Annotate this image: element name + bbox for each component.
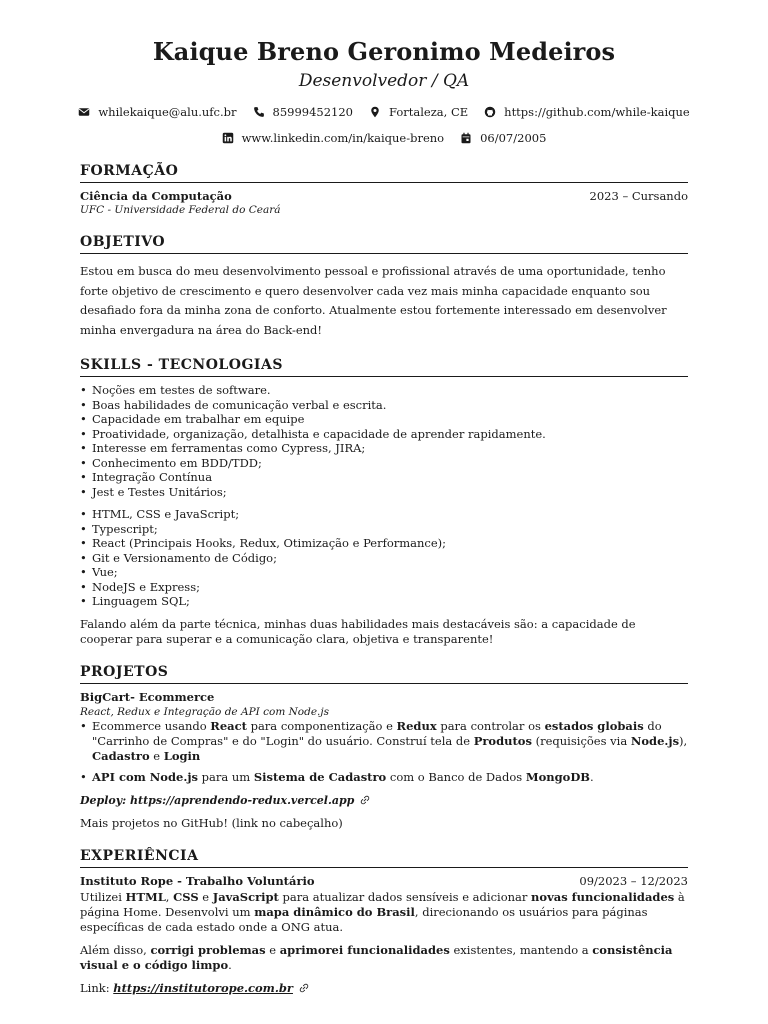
phone-text: 85999452120 bbox=[272, 105, 353, 119]
list-item: • Jest e Testes Unitários; bbox=[80, 485, 688, 500]
tech-skills-list bbox=[80, 507, 688, 609]
list-item: • Git e Versionamento de Código; bbox=[80, 551, 688, 566]
section-title-skills: SKILLS - TECNOLOGIAS bbox=[80, 356, 688, 377]
birthdate-text: 06/07/2005 bbox=[480, 131, 547, 145]
education-row bbox=[80, 189, 688, 203]
candidate-role: Desenvolvedor / QA bbox=[298, 71, 470, 91]
list-item: • Integração Contínua bbox=[80, 470, 688, 485]
contact-row-2 bbox=[80, 130, 688, 146]
experience-org: Instituto Rope - Trabalho Voluntário bbox=[80, 873, 315, 888]
list-item: • HTML, CSS e JavaScript; bbox=[80, 507, 688, 522]
section-title-experiencia: EXPERIÊNCIA bbox=[80, 847, 688, 868]
experience-link-line bbox=[80, 981, 688, 996]
section-title-projetos: PROJETOS bbox=[80, 663, 688, 684]
link-icon bbox=[299, 983, 309, 993]
section-title-formacao: FORMAÇÃO bbox=[80, 162, 688, 183]
linkedin-icon bbox=[222, 132, 234, 144]
list-item: • Linguagem SQL; bbox=[80, 594, 688, 609]
list-item: • NodeJS e Express; bbox=[80, 580, 688, 595]
phone-icon bbox=[253, 106, 265, 118]
list-item: • Conhecimento em BDD/TDD; bbox=[80, 456, 688, 471]
project-deploy-link[interactable] bbox=[80, 793, 688, 808]
experience-paragraph-1: Utilizei HTML, CSS e JavaScript para atualizar dados sensíveis e adicionar novas funcionalidades à página Home. Desenvolvi um mapa dinâmico do Brasil, direcionando os usuários para páginas específicas de cada estado onde a ONG atua. bbox=[80, 889, 685, 934]
calendar-icon bbox=[460, 132, 472, 144]
candidate-name: Kaique Breno Geronimo Medeiros bbox=[152, 37, 616, 66]
link-icon bbox=[360, 795, 370, 805]
objective-text: Estou em busca do meu desenvolvimento pessoal e profissional através de uma oportunidade, tenho forte objetivo de crescimento e quero desenvolver cada vez mais minha capacidade enquanto sou desafiado fora da minha zona de conforto. Atualmente estou fortemente interessado em desenvolver minha envergadura na área do Back-end! bbox=[80, 264, 667, 337]
list-item: • Capacidade em trabalhar em equipe bbox=[80, 412, 688, 427]
list-item: • Typescript; bbox=[80, 522, 688, 537]
contact-location bbox=[369, 104, 468, 120]
contact-birthdate bbox=[460, 130, 546, 146]
deploy-text: Deploy: https://aprendendo-redux.vercel.app bbox=[80, 793, 355, 807]
soft-skills-list bbox=[80, 383, 688, 499]
experience-row bbox=[80, 874, 688, 888]
more-projects-text: Mais projetos no GitHub! (link no cabeçalho) bbox=[80, 815, 343, 830]
linkedin-text: www.linkedin.com/in/kaique-breno bbox=[241, 131, 445, 145]
list-item: • API com Node.js para um Sistema de Cadastro com o Banco de Dados MongoDB. bbox=[80, 770, 688, 785]
list-item: • React (Principais Hooks, Redux, Otimização e Performance); bbox=[80, 536, 688, 551]
education-period: 2023 – Cursando bbox=[589, 189, 688, 203]
education-institution: UFC - Universidade Federal do Ceará bbox=[80, 204, 281, 216]
list-item: • Vue; bbox=[80, 565, 688, 580]
education-course: Ciência da Computação bbox=[80, 189, 232, 203]
location-text: Fortaleza, CE bbox=[389, 105, 469, 119]
contact-phone[interactable] bbox=[253, 104, 353, 120]
list-item: • Boas habilidades de comunicação verbal e escrita. bbox=[80, 398, 688, 413]
map-pin-icon bbox=[369, 106, 381, 118]
project-name: BigCart- Ecommerce bbox=[80, 689, 215, 704]
envelope-icon bbox=[78, 106, 90, 118]
list-item: • Ecommerce usando React para componentização e Redux para controlar os estados globais do "Carrinho de Compras" e do "Login" do usuário. Construí tela de Produtos (requisições via Node.js), Cadastro e Login bbox=[80, 719, 688, 764]
project-bullets-1 bbox=[80, 719, 688, 764]
project-stack: React, Redux e Integração de API com Node.js bbox=[80, 705, 330, 718]
experience-paragraph-2: Além disso, corrigi problemas e aprimorei funcionalidades existentes, mantendo a consistência visual e o código limpo. bbox=[80, 942, 673, 972]
email-text: whilekaique@alu.ufc.br bbox=[98, 105, 237, 119]
list-item: • Proatividade, organização, detalhista e capacidade de aprender rapidamente. bbox=[80, 427, 688, 442]
list-item: • Noções em testes de software. bbox=[80, 383, 688, 398]
github-text: https://github.com/while-kaique bbox=[504, 105, 690, 119]
contact-row-1 bbox=[80, 104, 688, 120]
skills-closing-text: Falando além da parte técnica, minhas duas habilidades mais destacáveis são: a capacidade de cooperar para superar e a comunicação clara, objetiva e transparente! bbox=[80, 616, 636, 646]
project-bullets-2 bbox=[80, 770, 688, 785]
link-label: Link: bbox=[80, 980, 114, 995]
section-title-objetivo: OBJETIVO bbox=[80, 233, 688, 254]
experience-period: 09/2023 – 12/2023 bbox=[579, 873, 688, 888]
contact-github[interactable] bbox=[484, 104, 690, 120]
contact-email[interactable] bbox=[78, 104, 236, 120]
list-item: • Interesse em ferramentas como Cypress, JIRA; bbox=[80, 441, 688, 456]
contact-linkedin[interactable] bbox=[222, 130, 445, 146]
experience-link[interactable]: https://institutorope.com.br bbox=[113, 980, 293, 995]
github-icon bbox=[484, 106, 496, 118]
